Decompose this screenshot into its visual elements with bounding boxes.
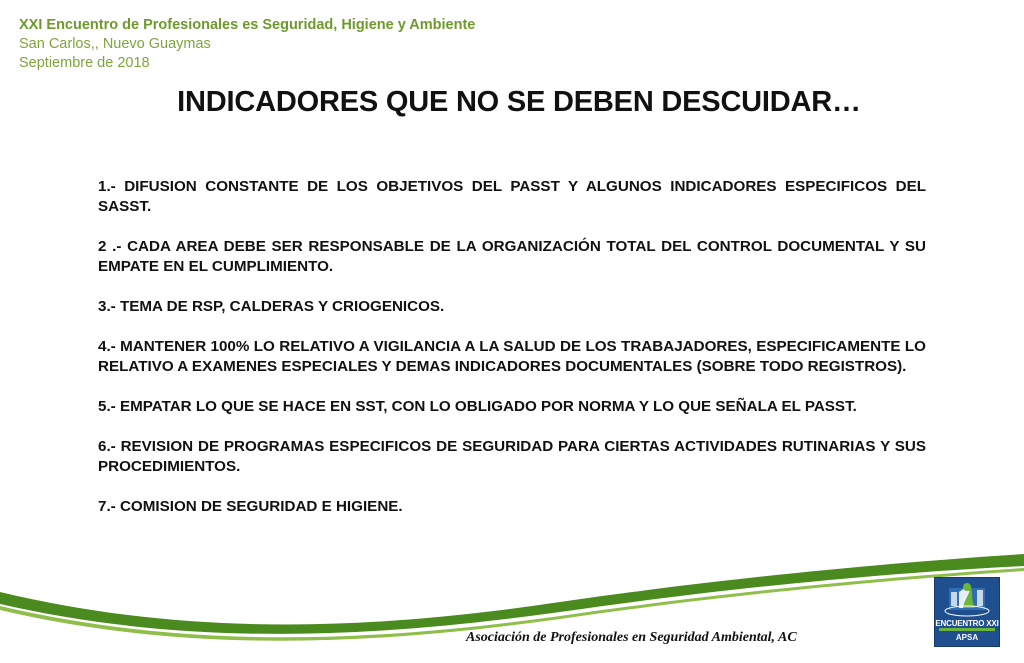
logo-text-top: ENCUENTRO XXI (935, 619, 999, 628)
list-item: 5.- EMPATAR LO QUE SE HACE EN SST, CON LO OBLIGADO POR NORMA Y LO QUE SEÑALA EL PASST. (98, 398, 857, 415)
slide-header (19, 16, 475, 73)
event-location: San Carlos,, Nuevo Guaymas (19, 36, 211, 52)
list-item: 1.- DIFUSION CONSTANTE DE LOS OBJETIVOS DEL PASST Y ALGUNOS INDICADORES ESPECIFICOS DEL SASST. (98, 178, 926, 215)
list-item: 7.- COMISION DE SEGURIDAD E HIGIENE. (98, 498, 403, 515)
event-name: XXI Encuentro de Profesionales es Seguridad, Higiene y Ambiente (19, 17, 476, 33)
apsa-logo-icon (934, 577, 1000, 647)
list-item: 4.- MANTENER 100% LO RELATIVO A VIGILANCIA A LA SALUD DE LOS TRABAJADORES, ESPECIFICAMENTE LO RELATIVO A EXAMENES ESPECIALES Y DEMAS INDICADORES DOCUMENTALES (SOBRE TODO REGISTROS). (98, 338, 926, 375)
event-date: Septiembre de 2018 (19, 55, 150, 71)
list-item: 3.- TEMA DE RSP, CALDERAS Y CRIOGENICOS. (98, 298, 445, 315)
indicator-list (98, 177, 926, 537)
slide-title: INDICADORES QUE NO SE DEBEN DESCUIDAR… (177, 86, 861, 118)
organization-footer: Asociación de Profesionales en Seguridad Ambiental, AC (466, 630, 797, 645)
list-item: 2 .- CADA AREA DEBE SER RESPONSABLE DE LA ORGANIZACIÓN TOTAL DEL CONTROL DOCUMENTAL Y SU EMPATE EN EL CUMPLIMIENTO. (98, 238, 926, 275)
list-item: 6.- REVISION DE PROGRAMAS ESPECIFICOS DE SEGURIDAD PARA CIERTAS ACTIVIDADES RUTINARIAS Y SUS PROCEDIMIENTOS. (98, 438, 926, 475)
logo-text-bottom: APSA (955, 633, 979, 642)
